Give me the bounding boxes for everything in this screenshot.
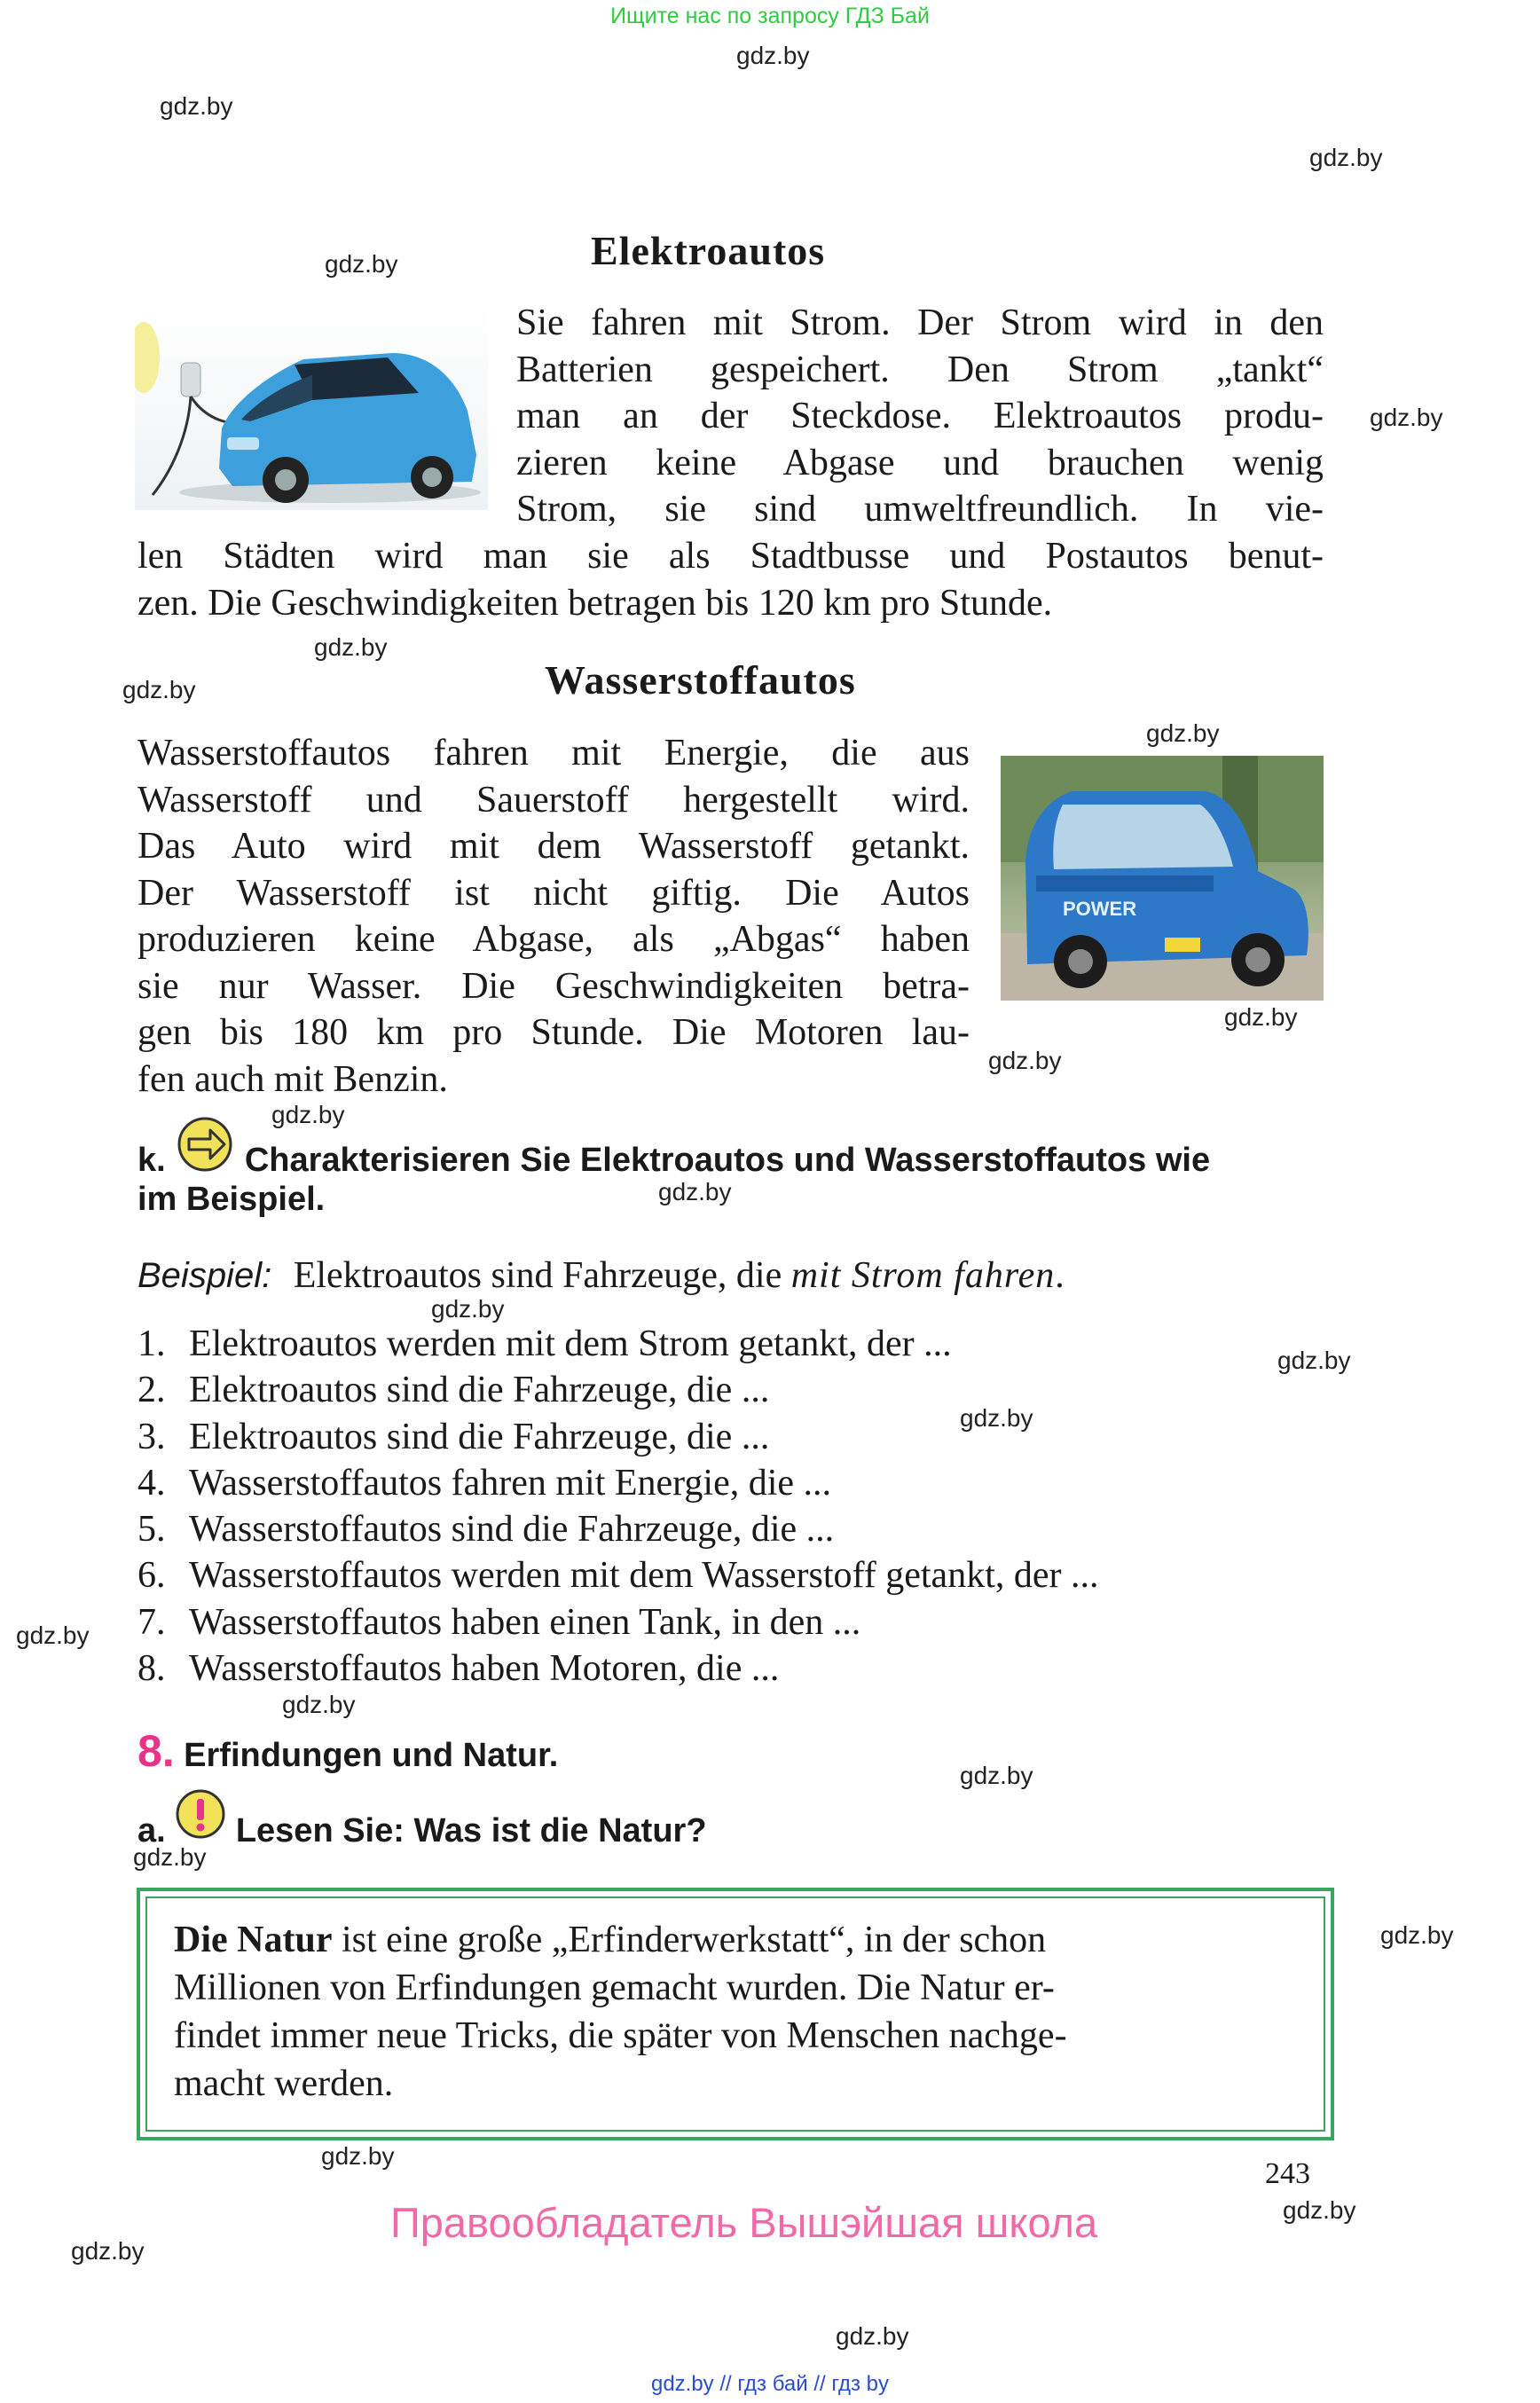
text-line: gen bis 180 km pro Stunde. Die Motoren lau- xyxy=(138,1012,970,1053)
text-line: zieren keine Abgase und brauchen wenig xyxy=(516,442,1324,483)
watermark: gdz.by xyxy=(658,1178,732,1205)
list-item: 7. Wasserstoffautos haben einen Tank, in den ... xyxy=(138,1601,861,1643)
electric-car-image xyxy=(135,304,488,510)
hydrogen-car-illustration xyxy=(1001,756,1324,1001)
list-item: 6. Wasserstoffautos werden mit dem Wasserstoff getankt, der ... xyxy=(138,1555,1099,1597)
watermark: gdz.by xyxy=(282,1691,356,1718)
text-line: Batterien gespeichert. Den Strom „tankt“ xyxy=(516,349,1324,390)
text-line: macht werden. xyxy=(174,2063,394,2104)
page-number: 243 xyxy=(1265,2157,1310,2190)
list-item: 3. Elektroautos sind die Fahrzeuge, die ... xyxy=(138,1416,770,1457)
text-line: Millionen von Erfindungen gemacht wurden. Die Natur er- xyxy=(174,1967,1055,2008)
watermark: gdz.by xyxy=(1370,404,1443,431)
text-line: produzieren keine Abgase, als „Abgas“ haben xyxy=(138,919,970,960)
text-line: Wasserstoffautos fahren mit Energie, die aus xyxy=(138,733,970,774)
watermark: gdz.by xyxy=(321,2142,395,2170)
section-title-wasserstoffautos: Wasserstoffautos xyxy=(545,657,856,703)
bottom-links[interactable]: gdz.by // гдз бай // гдз by xyxy=(650,2372,890,2396)
definition-text xyxy=(174,1916,1292,2108)
definition-term: Die Natur xyxy=(174,1920,333,1960)
text-line: findet immer neue Tricks, die später von Menschen nachge- xyxy=(174,2015,1067,2056)
task-letter: a. xyxy=(138,1812,166,1849)
watermark: gdz.by xyxy=(960,1762,1033,1789)
watermark: gdz.by xyxy=(1277,1347,1351,1374)
text-line: Sie fahren mit Strom. Der Strom wird in den xyxy=(516,302,1324,343)
watermark: gdz.by xyxy=(736,42,810,69)
text-line: fen auch mit Benzin. xyxy=(138,1058,448,1100)
watermark: gdz.by xyxy=(960,1404,1033,1432)
exercise-number: 8. xyxy=(138,1726,175,1776)
list-item: 1. Elektroautos werden mit dem Strom getankt, der ... xyxy=(138,1323,952,1364)
copyright-line: Правообладатель Вышэйшая школа xyxy=(390,2199,1098,2246)
watermark: gdz.by xyxy=(160,92,233,120)
watermark: gdz.by xyxy=(122,676,196,703)
watermark: gdz.by xyxy=(1283,2196,1356,2224)
task-instruction: Charakterisieren Sie Elektroautos und Wasserstoffautos wie xyxy=(244,1142,1211,1179)
example-italic: mit Strom fahren xyxy=(790,1255,1056,1296)
hydrogen-car-image xyxy=(1001,756,1324,1001)
watermark: gdz.by xyxy=(71,2237,145,2265)
text-line: Wasserstoff und Sauerstoff hergestellt wird. xyxy=(138,779,970,821)
watermark: gdz.by xyxy=(1380,1921,1454,1949)
watermark: gdz.by xyxy=(1146,719,1220,747)
top-banner: Ищите нас по запросу ГДЗ Бай xyxy=(610,4,930,28)
watermark: gdz.by xyxy=(16,1622,90,1649)
task-a xyxy=(138,1806,707,1852)
paragraph-wasserstoffautos xyxy=(138,730,970,1103)
text-line: Das Auto wird mit dem Wasserstoff getankt. xyxy=(138,826,970,867)
task-instruction: Lesen Sie: Was ist die Natur? xyxy=(235,1812,707,1849)
list-item: 8. Wasserstoffautos haben Motoren, die ... xyxy=(138,1648,780,1690)
example-end: . xyxy=(1055,1255,1065,1296)
text-line: len Städten wird man sie als Stadtbusse und Postautos benut- xyxy=(138,536,1324,577)
list-item: 5. Wasserstoffautos sind die Fahrzeuge, die ... xyxy=(138,1509,835,1551)
watermark: gdz.by xyxy=(1224,1003,1298,1031)
task-k-line2: im Beispiel. xyxy=(138,1181,326,1218)
exercise-8-heading xyxy=(138,1725,558,1777)
example-text: Elektroautos sind Fahrzeuge, die xyxy=(293,1255,782,1296)
exclamation-circle-icon xyxy=(175,1806,226,1849)
list-item: 2. Elektroautos sind die Fahrzeuge, die ... xyxy=(138,1370,770,1411)
text-line: zen. Die Geschwindigkeiten betragen bis 120 km pro Stunde. xyxy=(138,582,1053,624)
watermark: gdz.by xyxy=(271,1101,345,1128)
electric-car-illustration xyxy=(135,304,488,510)
example-line xyxy=(138,1253,1065,1299)
watermark: gdz.by xyxy=(133,1843,207,1871)
watermark: gdz.by xyxy=(988,1047,1062,1074)
list-item: 4. Wasserstoffautos fahren mit Energie, die ... xyxy=(138,1462,832,1504)
paragraph-elektroautos-bottom xyxy=(138,533,1324,626)
text-line: sie nur Wasser. Die Geschwindigkeiten betra- xyxy=(138,965,970,1007)
watermark: gdz.by xyxy=(431,1295,505,1323)
watermark: gdz.by xyxy=(836,2322,909,2350)
text-line: Die Natur ist eine große „Erfinderwerkstatt“, in der schon xyxy=(174,1920,1047,1960)
task-k-line1 xyxy=(138,1135,1210,1182)
text-line: Strom, sie sind umweltfreundlich. In vie- xyxy=(516,489,1324,530)
exercise-title: Erfindungen und Natur. xyxy=(184,1737,559,1774)
example-label: Beispiel: xyxy=(138,1256,272,1295)
watermark: gdz.by xyxy=(1309,144,1383,171)
text-line: man an der Steckdose. Elektroautos produ- xyxy=(516,396,1324,436)
watermark: gdz.by xyxy=(314,633,388,661)
exercise-list xyxy=(138,1321,1099,1692)
section-title-elektroautos: Elektroautos xyxy=(591,228,826,273)
paragraph-elektroautos-top xyxy=(516,300,1324,533)
arrow-circle-icon xyxy=(175,1135,235,1178)
watermark: gdz.by xyxy=(325,250,398,278)
car-badge-text: POWER xyxy=(1063,898,1137,920)
text-line: Der Wasserstoff ist nicht giftig. Die Autos xyxy=(138,872,970,914)
task-letter: k. xyxy=(138,1142,166,1179)
